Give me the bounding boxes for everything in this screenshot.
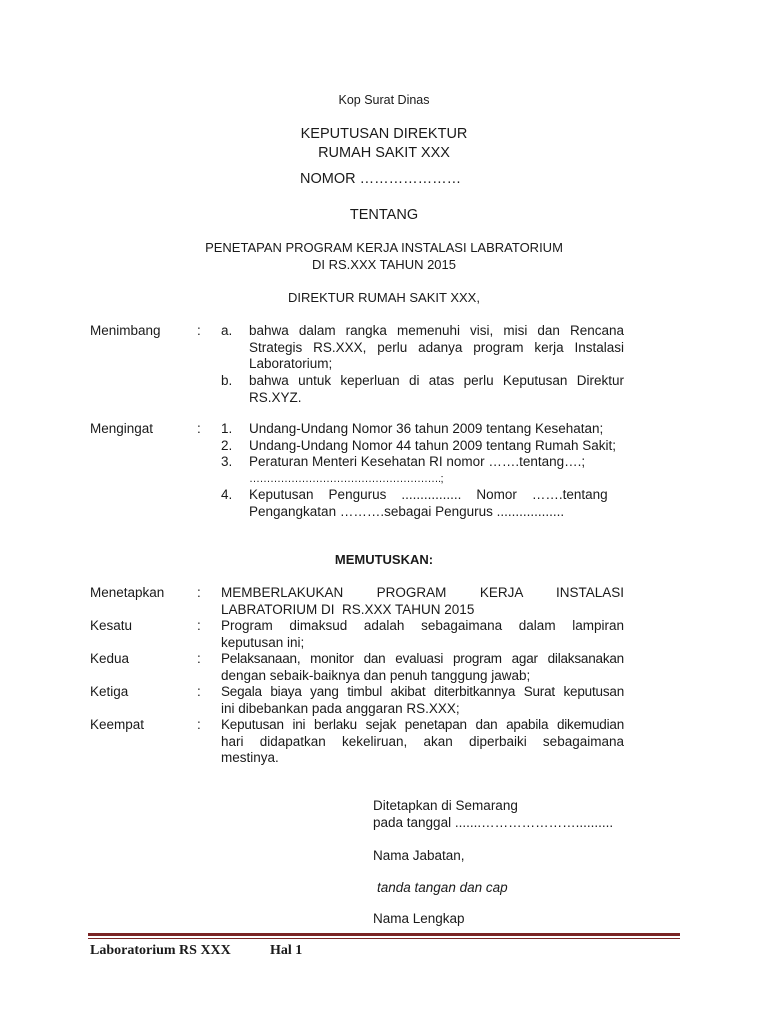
signature-place: Ditetapkan di Semarang (373, 798, 518, 813)
decision-kesatu-line-1: Program dimaksud adalah sebagaimana dalam lampiran (221, 618, 624, 633)
decree-number: NOMOR ………………… (300, 171, 462, 187)
decision-kedua-line-1: Pelaksanaan, monitor dan evaluasi program agar dilaksanakan (221, 651, 624, 666)
decision-colon: : (197, 684, 201, 699)
decision-menetapkan-line-2: LABRATORIUM DI RS.XXX TAHUN 2015 (221, 601, 475, 617)
footer-rule-thin (88, 938, 680, 939)
mengingat-item-4-line-1: Keputusan Pengurus ................ Nomor …….tentang (249, 487, 608, 502)
menimbang-marker-b: b. (221, 373, 233, 388)
decision-colon: : (197, 717, 201, 732)
signature-position: Nama Jabatan, (373, 848, 465, 863)
menimbang-a-line-2: Strategis RS.XXX, perlu adanya program kerja Instalasi (249, 339, 624, 355)
mengingat-item-1: Undang-Undang Nomor 36 tahun 2009 tentang Kesehatan; (249, 421, 604, 436)
decision-label-kedua: Kedua (90, 651, 130, 666)
decision-label-keempat: Keempat (90, 717, 145, 732)
footer-label: Laboratorium RS XXX (90, 943, 231, 958)
decision-label-ketiga: Ketiga (90, 684, 129, 699)
mengingat-marker-3: 3. (221, 454, 233, 469)
menimbang-a-line-3: Laboratorium; (249, 356, 333, 371)
decision-colon: : (197, 651, 201, 666)
mengingat-item-4-line-2: Pengangkatan ……….sebagai Pengurus .................. (249, 503, 565, 519)
decision-colon: : (197, 618, 201, 633)
menimbang-colon: : (197, 323, 201, 338)
decision-keempat-line-2: hari didapatkan kekeliruan, akan diperbaiki sebagaimana (221, 733, 624, 749)
letterhead-label: Kop Surat Dinas (338, 93, 430, 107)
menimbang-b-line-1: bahwa untuk keperluan di atas perlu Keputusan Direktur (249, 373, 624, 388)
mengingat-item-3-line-1: Peraturan Menteri Kesehatan RI nomor …….tentang….; (249, 454, 586, 469)
footer-rule-thick (88, 933, 680, 936)
menimbang-label: Menimbang (90, 323, 161, 338)
decision-ketiga-line-2: ini dibebankan pada anggaran RS.XXX; (221, 700, 460, 716)
page-number: Hal 1 (270, 943, 303, 958)
decision-kedua-line-2: dengan sebaik-baiknya dan penuh tanggung jawab; (221, 667, 531, 683)
mengingat-item-2: Undang-Undang Nomor 44 tahun 2009 tentang Rumah Sakit; (249, 437, 616, 453)
decision-keempat-line-1: Keputusan ini berlaku sejak penetapan dan apabila dikemudian (221, 717, 624, 732)
memutuskan-heading: MEMUTUSKAN: (334, 552, 434, 567)
mengingat-marker-1: 1. (221, 421, 233, 436)
decree-title: KEPUTUSAN DIREKTUR (300, 126, 468, 142)
signature-sign-placeholder: tanda tangan dan cap (377, 880, 508, 895)
menimbang-a-line-1: bahwa dalam rangka memenuhi visi, misi dan Rencana (249, 323, 624, 338)
director-line: DIREKTUR RUMAH SAKIT XXX, (288, 290, 480, 305)
decision-kesatu-line-2: keputusan ini; (221, 634, 305, 650)
mengingat-label: Mengingat (90, 421, 154, 436)
decision-keempat-line-3: mestinya. (221, 750, 279, 765)
mengingat-colon: : (197, 421, 201, 436)
hospital-name: RUMAH SAKIT XXX (318, 145, 450, 161)
decision-label-menetapkan: Menetapkan (90, 585, 165, 600)
tentang-heading: TENTANG (349, 207, 419, 223)
menimbang-b-line-2: RS.XYZ. (249, 389, 302, 405)
signature-date: pada tanggal .......………………….......... (373, 815, 614, 830)
menimbang-marker-a: a. (221, 323, 233, 338)
decision-menetapkan-line-1: MEMBERLAKUKAN PROGRAM KERJA INSTALASI (221, 585, 624, 600)
decision-ketiga-line-1: Segala biaya yang timbul akibat diterbitkannya Surat keputusan (221, 684, 624, 699)
subject-line-2: DI RS.XXX TAHUN 2015 (311, 257, 456, 272)
mengingat-item-3-line-2: ……………………………………………….; (249, 472, 444, 485)
subject-line-1: PENETAPAN PROGRAM KERJA INSTALASI LABRATORIUM (205, 240, 563, 255)
decision-label-kesatu: Kesatu (90, 618, 133, 633)
signature-name: Nama Lengkap (373, 911, 465, 926)
mengingat-marker-4: 4. (221, 487, 233, 502)
decision-colon: : (197, 585, 201, 600)
mengingat-marker-2: 2. (221, 437, 233, 453)
